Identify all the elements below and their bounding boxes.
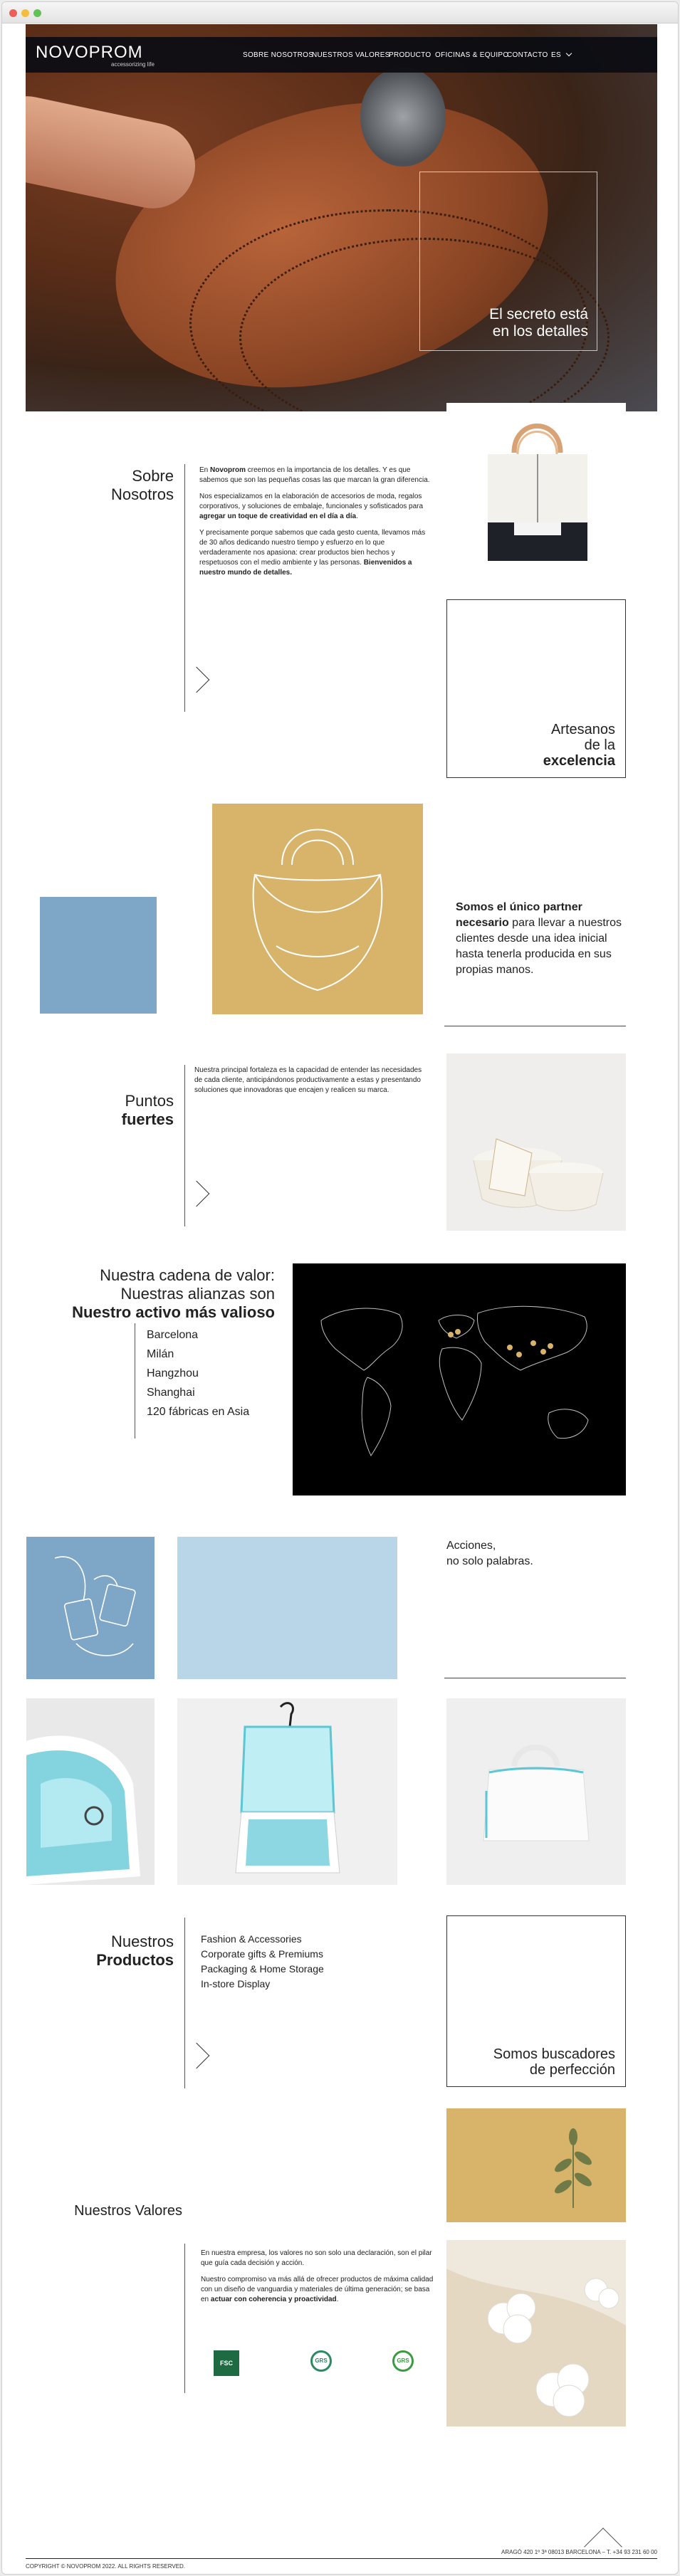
product-fashion-accessories[interactable]: Fashion & Accessories: [201, 1933, 302, 1945]
actions-text: [446, 1538, 617, 1570]
nav-oficinas-equipo[interactable]: OFICINAS & EQUIPO: [435, 51, 509, 59]
location-barcelona: Barcelona: [147, 1329, 199, 1341]
language-selector[interactable]: [551, 51, 571, 59]
hero-line-2: en los detalles: [492, 323, 588, 340]
value-chain-title: [26, 1266, 275, 1322]
nav-sobre-nosotros[interactable]: SOBRE NOSOTROS: [243, 51, 314, 59]
strengths-text: Nuestra principal fortaleza es la capacidad de entender las necesidades de cada cliente, anticipándonos productivamente a estas y presentando soluciones que innovadoras que encajen y realicen su marca.: [194, 1066, 422, 1094]
nav-producto[interactable]: PRODUCTO: [389, 51, 431, 59]
product-in-store-display[interactable]: In-store Display: [201, 1978, 271, 1989]
location-milan: Milán: [147, 1348, 174, 1360]
strengths-title-1: Puntos: [125, 1092, 174, 1110]
seekers-line-2: de perfección: [529, 2062, 615, 2078]
products-divider: [184, 1918, 185, 2088]
actions-line-2: no solo palabras.: [446, 1555, 533, 1567]
value-chain-line-2: Nuestras alianzas son: [120, 1285, 275, 1303]
hero-caption-box: [419, 172, 597, 351]
values-divider: [184, 2244, 185, 2393]
strengths-divider: [184, 1065, 185, 1226]
location-shanghai: Shanghai: [147, 1387, 195, 1399]
artisans-line-3: excelencia: [543, 753, 615, 769]
strengths-next-arrow-icon[interactable]: [184, 1181, 210, 1207]
footer-copyright: COPYRIGHT © NOVOPROM 2022. ALL RIGHTS RESERVED.: [26, 2563, 186, 2570]
grs-certification-logo-2: [382, 2350, 424, 2385]
partner-text: Somos el único partner necesario para llevar a nuestros clientes desde una idea inicial hasta tenerla producida en sus propias manos.: [456, 901, 622, 976]
tags-sketch-image: [26, 1537, 155, 1679]
maximize-window-icon[interactable]: [33, 9, 41, 17]
products-title: [26, 1933, 174, 1970]
plant-sketch-image: [446, 2108, 626, 2222]
hero-section: [26, 24, 657, 411]
about-next-arrow-icon[interactable]: [184, 667, 210, 693]
cotton-flowers-image: [446, 2240, 626, 2427]
logo-tagline: accessorizing life: [111, 61, 155, 68]
footer-address: ARAGÓ 420 1º 3ª 08013 BARCELONA – T. +34 93 231 60 00: [501, 2549, 657, 2555]
browser-titlebar: [2, 2, 679, 23]
chevron-down-icon: [566, 51, 572, 56]
baskets-image: [446, 1053, 626, 1231]
artisans-line-2: de la: [584, 737, 615, 753]
values-title: Nuestros Valores: [74, 2203, 182, 2219]
back-to-top-icon[interactable]: [584, 2528, 622, 2566]
artisans-line-1: Artesanos: [550, 722, 615, 737]
products-next-arrow-icon[interactable]: [184, 2043, 210, 2069]
open-toiletry-bag-image: [177, 1698, 397, 1885]
recycle-icon: GRS: [392, 2350, 414, 2372]
actions-line-1: Acciones,: [446, 1540, 496, 1552]
close-window-icon[interactable]: [9, 9, 17, 17]
strengths-title: [26, 1092, 174, 1129]
nav-contacto[interactable]: CONTACTO: [507, 51, 548, 59]
seekers-line-1: Somos buscadores: [493, 2046, 615, 2062]
seekers-box: [446, 1915, 626, 2087]
logo[interactable]: NOVOPROM: [36, 43, 143, 62]
top-navbar: [26, 37, 657, 73]
fsc-certification-logo: [205, 2350, 248, 2385]
locations-list: [147, 1325, 289, 1421]
products-list: [201, 1932, 436, 1992]
closed-toiletry-bag-image: [446, 1698, 626, 1885]
strengths-title-2: fuertes: [121, 1110, 174, 1128]
footer-divider: [26, 2558, 657, 2559]
about-title: [26, 467, 174, 504]
location-asia-factories: 120 fábricas en Asia: [147, 1406, 250, 1418]
light-blue-rectangle: [177, 1537, 397, 1679]
values-text: En nuestra empresa, los valores no son solo una declaración, son el pilar que guía cada decisión y acción. Nuestro compromiso va más allá de ofrecer productos de máxima calidad con un diseño de vanguardia y materiales de última generación; se basa en actuar con coherencia y proactividad.: [201, 2249, 434, 2303]
products-title-1: Nuestros: [110, 1933, 174, 1950]
page-content: [26, 24, 657, 2575]
bag-sketch-image: [212, 804, 423, 1014]
hero-hand-image: [26, 88, 203, 216]
grs-certification-logo-1: [300, 2350, 342, 2385]
product-packaging-storage[interactable]: Packaging & Home Storage: [201, 1963, 324, 1975]
grs-icon: GRS: [310, 2350, 332, 2372]
location-hangzhou: Hangzhou: [147, 1367, 199, 1379]
about-text: En Novoprom creemos en la importancia de los detalles. Y es que sabemos que son las pequeñas cosas las que marcan la gran diferencia. Nos especializamos en la elaboración de accesorios de moda, regalos corporativos, y soluciones de embalaje, funcionales y sofisticados para agregar un toque de creatividad en el día a día. Y precisamente porque sabemos que cada gesto cuenta, llevamos más de 30 años dedicando nuestro tiempo y esfuerzo en lo que verdaderamente nos apasiona: crear productos bien hechos y respetuosos con el medio ambiente y las personas. Bienvenidos a nuestro mundo de detalles.: [199, 466, 430, 577]
nav-nuestros-valores[interactable]: NUESTROS VALORES: [312, 51, 390, 59]
value-chain-line-1: Nuestra cadena de valor:: [100, 1266, 275, 1284]
value-chain-line-3: Nuestro activo más valioso: [72, 1303, 275, 1321]
products-title-2: Productos: [96, 1951, 174, 1969]
artisans-box: [446, 599, 626, 778]
hero-machine-foot-image: [360, 67, 446, 167]
blue-square: [40, 897, 157, 1014]
product-corporate-gifts[interactable]: Corporate gifts & Premiums: [201, 1948, 323, 1960]
language-label: ES: [551, 51, 561, 59]
tote-bag-image: [446, 403, 626, 580]
browser-window: [1, 1, 679, 2575]
world-map-image: [293, 1263, 626, 1495]
minimize-window-icon[interactable]: [21, 9, 29, 17]
about-title-1: Sobre: [132, 467, 174, 485]
hero-line-1: El secreto está: [489, 306, 588, 322]
about-title-2: Nosotros: [110, 485, 174, 503]
fsc-icon: FSC: [214, 2350, 239, 2376]
toiletry-bag-closeup-image: [26, 1698, 155, 1885]
about-divider: [184, 464, 185, 712]
